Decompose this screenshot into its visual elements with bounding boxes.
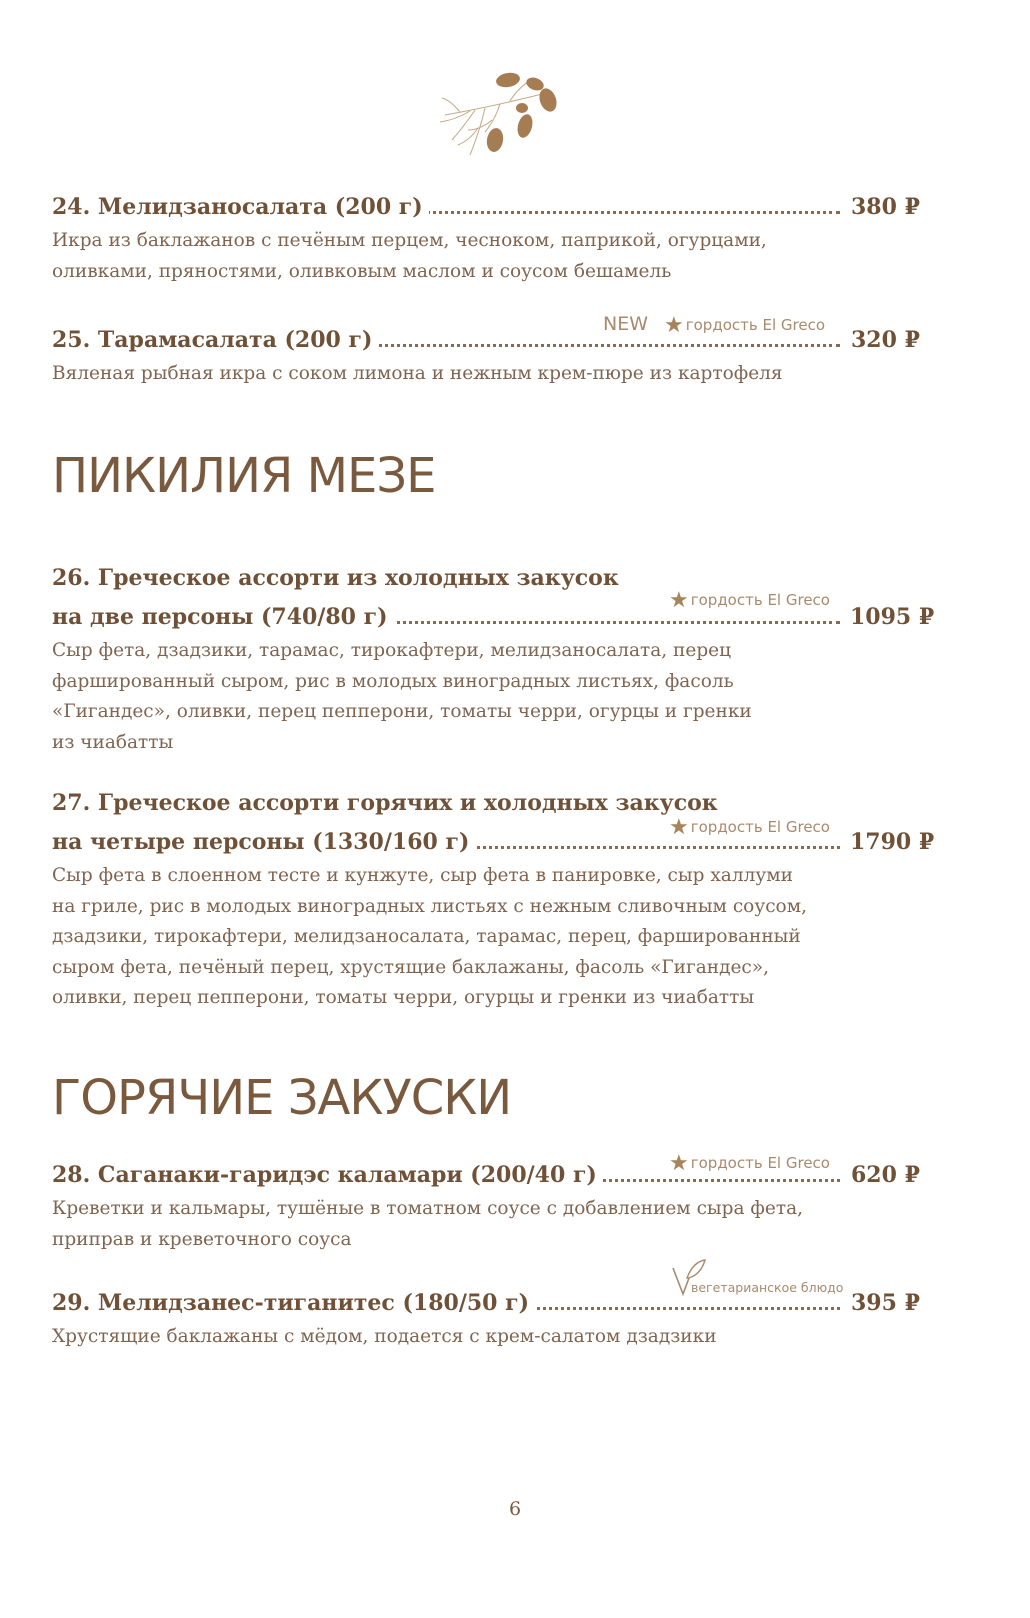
item-name-line1: 26. Греческое ассорти из холодных закусок: [52, 565, 619, 591]
new-badge: NEW: [603, 313, 649, 335]
dot-leader: [562, 1179, 840, 1182]
item-name: 24. Мелидзаносалата (200 г): [52, 196, 429, 218]
menu-item-27: [52, 785, 942, 1014]
dot-leader: [390, 211, 840, 214]
menu-item-29: вегетарианское блюдо 29. Мелидзанес-тиганитес (180/50 г) 395 ₽ Хрустящие баклажаны с мёдом, подается с крем-салатом дзадзики: [52, 1282, 942, 1353]
item-price: 1790 ₽: [850, 829, 935, 855]
item-description: Вяленая рыбная икра с соком лимона и нежным крем-пюре из картофеля: [52, 363, 783, 384]
item-price: 320 ₽: [851, 327, 920, 353]
section-title-hot: ГОРЯЧИЕ ЗАКУСКИ: [52, 1070, 512, 1126]
item-name: 29. Мелидзанес-тиганитес (180/50 г): [52, 1292, 535, 1314]
item-name: на две персоны (740/80 г): [52, 606, 394, 628]
item-description: Сыр фета в слоенном тесте и кунжуте, сыр фета в панировке, сыр халлуми на гриле, рис в молодых виноградных листьях с нежным сливочным соусом, дзадзики, тирокафтери, мелидзаносалата, тарамас, перец, фаршированный сыром фета, печёный перец, хрустящие баклажаны, фасоль «Гигандес», оливки, перец пепперони, томаты черри, огурцы и гренки из чиабатты: [52, 865, 807, 1008]
dot-leader: [342, 344, 840, 347]
item-name-line1: 27. Греческое ассорти горячих и холодных закусок: [52, 790, 718, 816]
menu-item-28: [52, 1151, 942, 1255]
pride-badge: ★ гордость El Greco: [669, 815, 830, 840]
item-description: Хрустящие баклажаны с мёдом, подается с крем-салатом дзадзики: [52, 1326, 717, 1347]
star-icon: ★: [669, 815, 689, 840]
star-icon: ★: [664, 313, 684, 338]
item-price: 1095 ₽: [850, 604, 935, 630]
dot-leader: [502, 1307, 840, 1310]
pride-badge: ★ гордость El Greco: [669, 588, 830, 613]
menu-item-24: [52, 186, 942, 287]
menu-item-25: [52, 313, 942, 390]
dot-leader: [372, 621, 840, 624]
star-icon: ★: [669, 588, 689, 613]
item-price: 620 ₽: [851, 1162, 920, 1188]
page-number: 6: [508, 1498, 522, 1520]
section-title-meze: ПИКИЛИЯ МЕЗЕ: [52, 448, 436, 504]
menu-item-26: [52, 560, 942, 758]
pride-badge: NEW ★ гордость El Greco: [603, 313, 825, 338]
item-price: 395 ₽: [851, 1290, 920, 1316]
item-name: на четыре персоны (1330/160 г): [52, 831, 475, 853]
star-icon: ★: [669, 1151, 689, 1176]
item-name: 25. Тарамасалата (200 г): [52, 329, 378, 351]
item-price: 380 ₽: [851, 194, 920, 220]
olive-branch-icon: [440, 70, 580, 170]
item-description: Икра из баклажанов с печёным перцем, чесноком, паприкой, огурцами, оливками, пряностями, оливковым маслом и соусом бешамель: [52, 230, 767, 282]
item-name: 28. Саганаки-гаридэс каламари (200/40 г): [52, 1164, 603, 1186]
dot-leader: [440, 846, 840, 849]
item-description: Креветки и кальмары, тушёные в томатном соусе с добавлением сыра фета, приправ и креветочного соуса: [52, 1198, 803, 1250]
item-description: Сыр фета, дзадзики, тарамас, тирокафтери, мелидзаносалата, перец фаршированный сыром, рис в молодых виноградных листьях, фасоль «Гигандес», оливки, перец пепперони, томаты черри, огурцы и гренки из чиабатты: [52, 640, 752, 753]
pride-badge: ★ гордость El Greco: [669, 1151, 830, 1176]
